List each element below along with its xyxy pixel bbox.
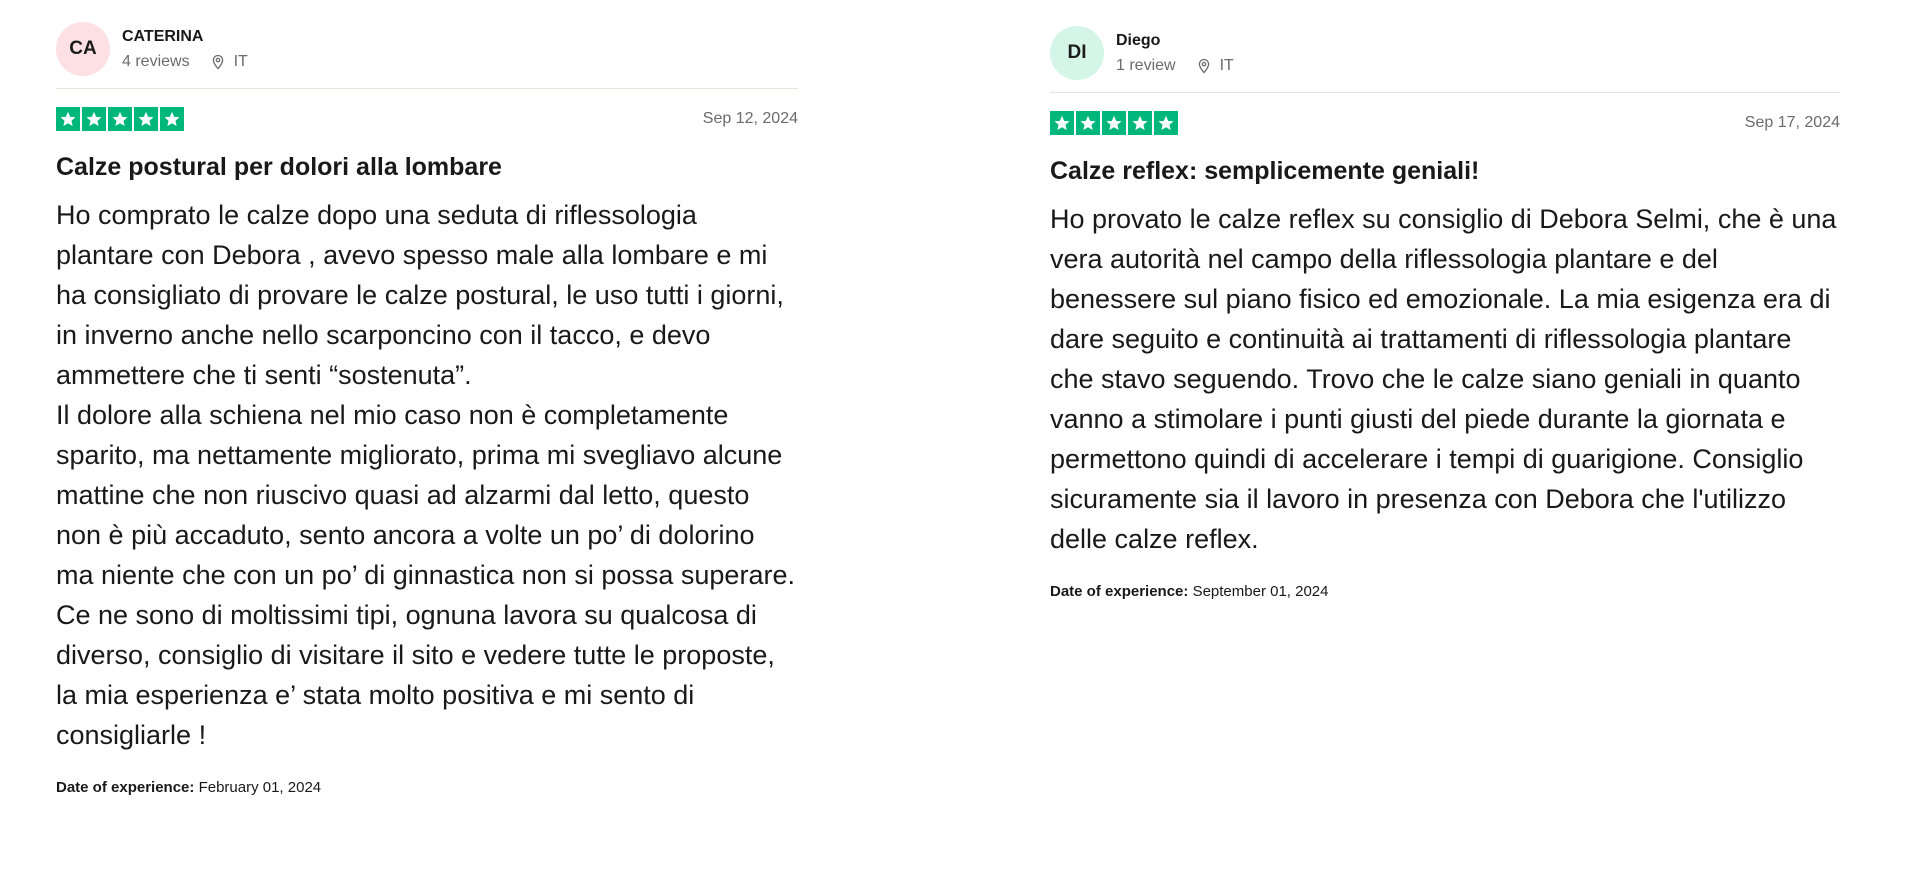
review-header xyxy=(56,22,798,89)
rating-row xyxy=(56,107,798,131)
location-pin-icon xyxy=(1196,58,1212,74)
review-count: 4 reviews xyxy=(122,52,190,70)
user-info xyxy=(1116,31,1234,76)
review-header xyxy=(1050,26,1840,93)
user-meta xyxy=(122,52,248,72)
review-count: 1 review xyxy=(1116,56,1176,74)
location-pin-icon xyxy=(210,54,226,70)
star-icon xyxy=(134,107,158,131)
review-body: Ho comprato le calze dopo una seduta di riflessologia plantare con Debora , avevo spesso male alla lombare e mi ha consigliato di provare le calze postural, le uso tutti i giorni, in inverno anche nello scarponcino con il tacco, e devo ammettere che ti senti “sostenuta”. Il dolore alla schiena nel mio caso non è completamente sparito, ma nettamente migliorato, prima mi svegliavo alcune mattine che non riuscivo quasi ad alzarmi dal letto, questo non è più accaduto, sento ancora a volte un po’ di dolorino ma niente che con un po’ di ginnastica non si possa superare. Ce ne sono di moltissimi tipi, ognuna lavora su qualcosa di diverso, consiglio di visitare il sito e vedere tutte le proposte, la mia esperienza e’ stata molto positiva e mi sento di consigliarle ! xyxy=(56,200,795,750)
review-title[interactable]: Calze reflex: semplicemente geniali! xyxy=(1050,157,1480,185)
star-rating xyxy=(56,107,186,131)
review-body: Ho provato le calze reflex su consiglio di Debora Selmi, che è una vera autorità nel campo della riflessologia plantare e del benessere sul piano fisico ed emozionale. La mia esigenza era di dare seguito e continuità ai trattamenti di riflessologia plantare che stavo seguendo. Trovo che le calze siano geniali in quanto vanno a stimolare i punti giusti del piede durante la giornata e permettono quindi di accelerare i tempi di guarigione. Consiglio sicuramente sia il lavoro in presenza con Debora che l'utilizzo delle calze reflex. xyxy=(1050,204,1837,554)
review-title[interactable]: Calze postural per dolori alla lombare xyxy=(56,153,502,181)
user-info xyxy=(122,27,248,72)
rating-row xyxy=(1050,111,1840,135)
country: IT xyxy=(233,52,248,70)
experience-label: Date of experience: xyxy=(56,779,195,796)
user-name[interactable]: CATERINA xyxy=(122,27,204,45)
experience-label: Date of experience: xyxy=(1050,583,1189,600)
star-icon xyxy=(1128,111,1152,135)
date-of-experience xyxy=(56,779,798,796)
star-rating xyxy=(1050,111,1180,135)
avatar[interactable]: DI xyxy=(1050,26,1104,80)
star-icon xyxy=(160,107,184,131)
country: IT xyxy=(1219,56,1234,74)
star-icon xyxy=(1076,111,1100,135)
star-icon xyxy=(82,107,106,131)
user-name[interactable]: Diego xyxy=(1116,31,1161,49)
star-icon xyxy=(1050,111,1074,135)
avatar[interactable]: CA xyxy=(56,22,110,76)
user-meta xyxy=(1116,56,1234,76)
star-icon xyxy=(1154,111,1178,135)
experience-date: September 01, 2024 xyxy=(1192,583,1329,600)
review-date: Sep 12, 2024 xyxy=(702,110,798,127)
experience-date: February 01, 2024 xyxy=(198,779,322,796)
date-of-experience xyxy=(1050,583,1840,600)
star-icon xyxy=(108,107,132,131)
star-icon xyxy=(56,107,80,131)
review-card xyxy=(1050,26,1840,600)
star-icon xyxy=(1102,111,1126,135)
review-date: Sep 17, 2024 xyxy=(1744,114,1840,131)
review-card xyxy=(56,22,798,796)
